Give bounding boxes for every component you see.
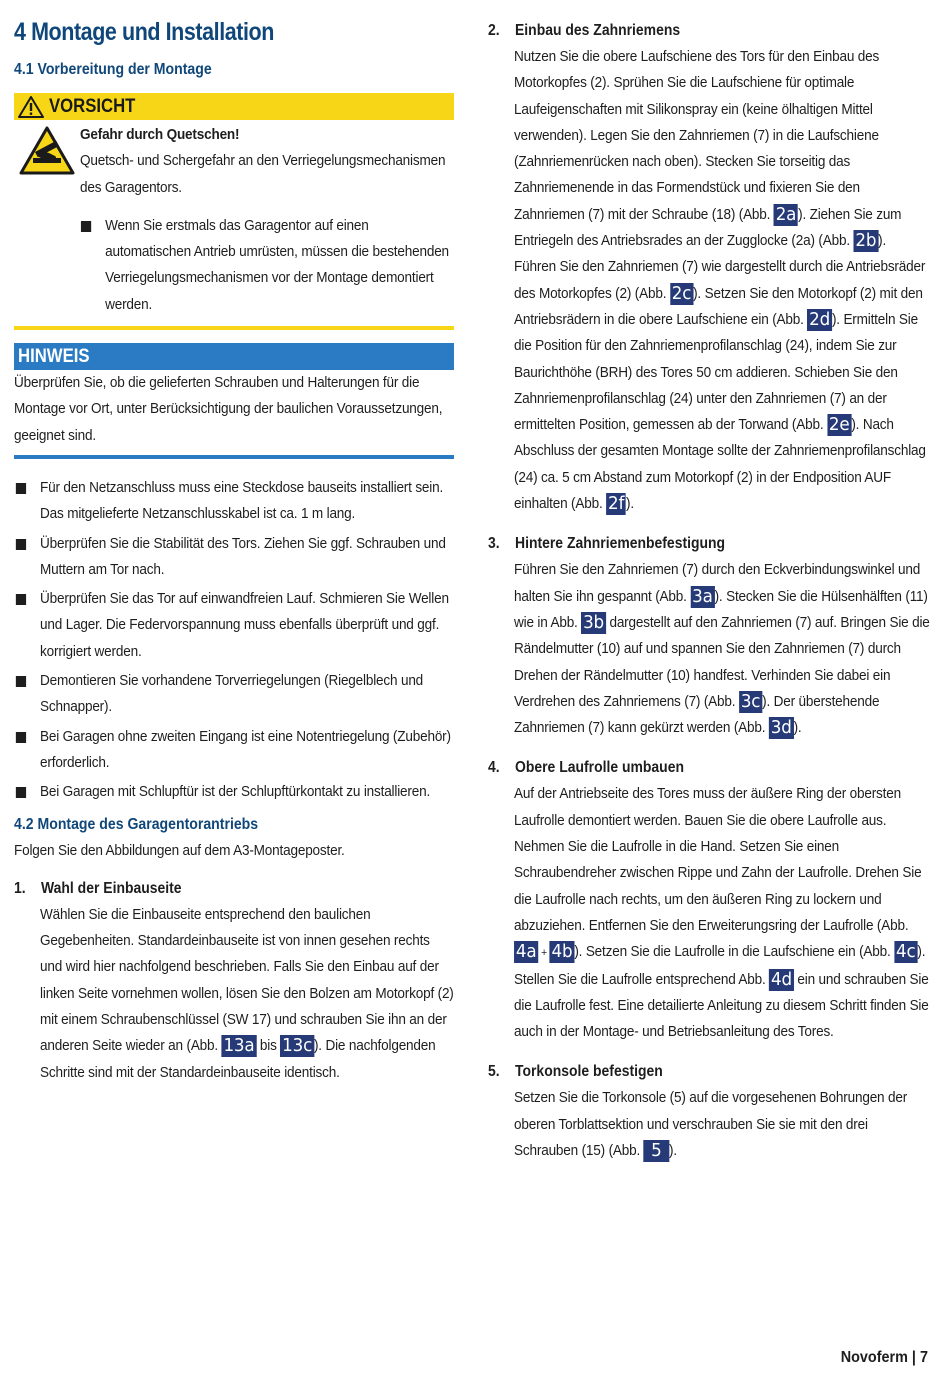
list-item: Wenn Sie erstmals das Garagentor auf einen automatischen Antrieb umrüsten, müssen die bestehenden Verriegelungsmechanismen vor der Montage demontiert werden. [80, 213, 454, 318]
figure-ref-badge: 3b [583, 611, 605, 633]
list-item: Bei Garagen mit Schlupftür ist der Schlupftürkontakt zu installieren. [14, 779, 454, 805]
step-title: Wahl der Einbauseite [41, 879, 182, 897]
caution-title: Gefahr durch Quetschen! [80, 127, 240, 143]
figure-ref-badge: 4a [515, 941, 537, 963]
note-text: Überprüfen Sie, ob die gelieferten Schrauben und Halterungen für die Montage vor Ort, unter Berücksichtigung der baulichen Voraussetzungen, geeignet sind. [14, 375, 443, 444]
preparation-list [14, 475, 454, 806]
right-column [488, 18, 930, 1178]
step-title: Einbau des Zahnriemens [515, 22, 681, 39]
figure-ref-badge: 2a [775, 203, 797, 225]
list-item: Für den Netzanschluss muss eine Steckdose bauseits installiert sein. Das mitgelieferte Netzanschlusskabel ist ca. 1 m lang. [14, 475, 454, 528]
figure-ref-badge: 13c [282, 1035, 313, 1057]
step-number: 1. [14, 879, 26, 897]
figure-ref-badge: 3d [770, 717, 792, 739]
step-title: Hintere Zahnriemenbefestigung [515, 535, 726, 553]
step-number: 4. [488, 759, 500, 777]
figure-ref-badge: 13a [223, 1035, 255, 1057]
section-title: 4 Montage und Installation [14, 18, 274, 46]
step-text: Nutzen Sie die obere Laufschiene des Tors für den Einbau des Motorkopfes (2). Sprühen Sie die Laufschiene für optimale Laufeigenschaften mit Silikonspray ein (keine ölhaltigen Mittel verwenden). Legen Sie den Zahnriemen (7) in die Laufschiene (Zahnriemenrücken nach oben). Stecken Sie torseitig das Zahnriemenende in das Formendstück und fixieren Sie den Zahnriemen (7) mit der Schraube (18) (Abb. 2a ). Ziehen Sie zum Entriegeln des Antriebsrades an der Zugglocke (2a) (Abb. 2b ). Führen Sie den Zahnriemen (7) wie dargestellt durch die Antriebsräder des Motorkopfes (2) (Abb. 2c ). Setzen Sie den Motorkopf (2) mit den Antriebsrädern in die obere Laufschiene ein (Abb. 2d ). Ermitteln Sie die Position für den Zahnriemenprofilanschlag (24), indem Sie zur Baurichthöhe (BRH) des Tores 50 cm addieren. Schieben Sie den Zahnriemenprofilanschlag (24) unter den Zahnriemen (7) an der ermittelten Position, gemessen ab der Torwand (Abb. 2e ). Nach Abschluss der gesamten Montage sollte der Zahnriemenprofilanschlag (24) ca. 5 cm Abstand zum Motorkopf (2) in der Endposition AUF einhalten (Abb. 2f ). [514, 49, 926, 515]
step-text: Führen Sie den Zahnriemen (7) durch den Eckverbindungswinkel und halten Sie ihn gespannt (Abb. 3a ). Stecken Sie die Hülsenhälften (11) wie in Abb. 3b dargestellt auf den Zahnriemen (7) auf. Bringen Sie die Rändelmutter (10) auf und spannen Sie den Zahnriemen (7) durch Drehen der Rändelmutter (10) handfest. Verhinden Sie dabei ein Verdrehen des Zahnriemens (7) (Abb. 3c ). Der überstehende Zahnriemen (7) kann gekürzt werden (Abb. 3d ). [514, 562, 930, 739]
left-column [14, 18, 454, 1100]
step-title: Torkonsole befestigen [515, 1063, 663, 1081]
caution-text: Quetsch- und Schergefahr an den Verriegelungsmechanismen des Garagentors. [80, 153, 446, 196]
figure-ref-badge: 3a [692, 585, 713, 607]
figure-ref-badge: 2b [855, 230, 877, 252]
step-text: Setzen Sie die Torkonsole (5) auf die vorgesehenen Bohrungen der oberen Torblattsektion und verschrauben Sie sie mit den drei Schrauben (15) (Abb. 5 ). [514, 1090, 908, 1161]
figure-ref-badge: 2d [809, 308, 831, 330]
subsection-title-installation: 4.2 Montage des Garagentorantriebs [14, 815, 259, 833]
step-1 [14, 876, 454, 1086]
caution-header [14, 93, 454, 120]
step-number: 3. [488, 535, 500, 553]
note-body [14, 370, 454, 459]
figure-ref-badge: 4c [896, 941, 916, 963]
note-label: HINWEIS [18, 345, 90, 367]
list-item: Bei Garagen ohne zweiten Eingang ist eine Notentriegelung (Zubehör) erforderlich. [14, 724, 454, 777]
step-3 [488, 531, 930, 741]
list-item: Demontieren Sie vorhandene Torverriegelungen (Riegelblech und Schnapper). [14, 668, 454, 721]
note-header [14, 343, 454, 370]
figure-ref-badge: 4b [551, 941, 573, 963]
installation-intro: Folgen Sie den Abbildungen auf dem A3-Montageposter. [14, 842, 345, 859]
step-4 [488, 755, 930, 1045]
figure-ref-badge: 4d [771, 968, 792, 990]
caution-body [14, 120, 454, 330]
list-item: Überprüfen Sie die Stabilität des Tors. Ziehen Sie ggf. Schrauben und Muttern am Tor nach. [14, 531, 454, 584]
list-item: Überprüfen Sie das Tor auf einwandfreien Lauf. Schmieren Sie Wellen und Lager. Die Federvorspannung muss ebenfalls überprüft und ggf. korrigiert werden. [14, 586, 454, 665]
step-number: 5. [488, 1063, 500, 1081]
figure-ref-badge: 3c [740, 690, 761, 712]
step-2 [488, 18, 930, 517]
step-title: Obere Laufrolle umbauen [515, 759, 684, 777]
warning-triangle-icon [18, 96, 44, 118]
figure-ref-badge: 2e [828, 414, 850, 436]
step-number: 2. [488, 22, 500, 39]
step-5 [488, 1059, 930, 1164]
subsection-title-preparation: 4.1 Vorbereitung der Montage [14, 61, 212, 78]
caution-box [14, 93, 454, 330]
step-text: Auf der Antriebseite des Tores muss der äußere Ring der obersten Laufrolle demontiert werden. Bauen Sie die obere Laufrolle aus. Nehmen Sie die Laufrolle in die Hand. Setzen Sie einen Schraubendreher zwischen Rippe und Zahn der Laufrolle. Drehen Sie die Laufrolle nach rechts, um den äußeren Ring zu lockern und abzuziehen. Entfernen Sie den Erweiterungsring der Laufrolle (Abb. 4a + 4b ). Setzen Sie die Laufrolle in die Laufschiene ein (Abb. 4c ). Stellen Sie die Laufrolle entsprechend Abb. 4d ein und schrauben Sie die Laufrolle fest. Eine detailierte Anleitung zu diesem Schritt finden Sie auch in der Montage- und Betriebsanleitung des Tores. [514, 786, 929, 1041]
page-footer: Novoferm | 7 [840, 1349, 928, 1366]
caution-list [80, 213, 454, 318]
figure-ref-badge: 2f [608, 493, 625, 515]
crush-hazard-icon [19, 126, 75, 176]
caution-label: VORSICHT [49, 95, 136, 117]
figure-ref-badge: 2c [671, 282, 692, 304]
step-text: Wählen Sie die Einbauseite entsprechend den baulichen Gegebenheiten. Standardeinbauseite ist von innen gesehen rechts und wird hier nachfolgend beschrieben. Falls Sie den Einbau auf der linken Seite vornehmen wollen, lösen Sie den Bolzen am Motorkopf (2) mit einem Schraubenschlüssel (SW 17) und schrauben Sie ihn an der anderen Seite wieder an (Abb. 13a bis 13c ). Die nachfolgenden Schritte sind mit der Standardeinbauseite identisch. [40, 906, 454, 1081]
figure-ref-badge: 5 [644, 1140, 669, 1162]
